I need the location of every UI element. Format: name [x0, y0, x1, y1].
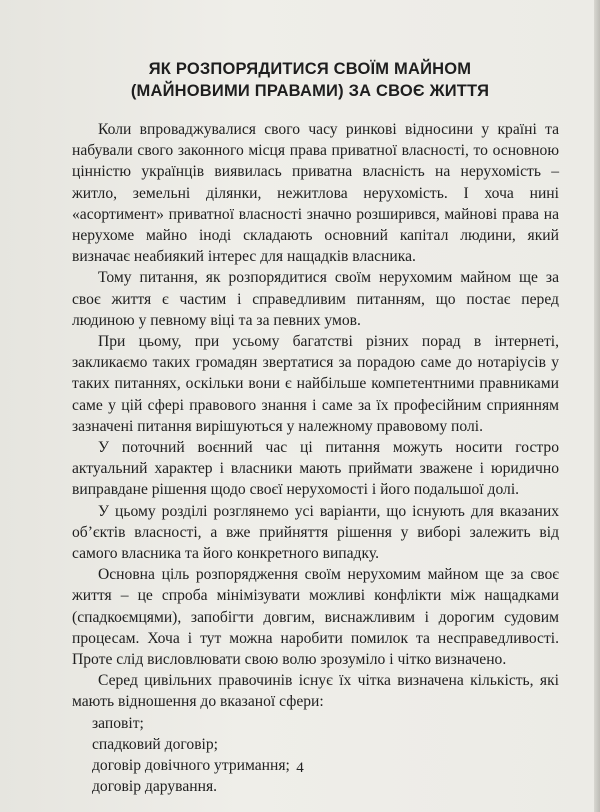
paragraph-4: У поточний воєнний час ці питання можуть носити гостро актуальний характер і власники мають приймати зважене і юридично виправдане рішення щодо своєї нерухомості і його подальшої долі. [72, 439, 559, 499]
paragraph-2: Тому питання, як розпорядитися своїм нерухомим майном ще за своє життя є частим і справедливим питанням, що постає перед людиною у певному віці та за певних умов. [72, 269, 559, 329]
title-line-1: ЯК РОЗПОРЯДИТИСЯ СВОЇМ МАЙНОМ [148, 60, 472, 78]
paragraph-7: Серед цивільних правочинів існує їх чітка визначена кількість, які мають відношення до вказаної сфери: [72, 672, 559, 711]
paragraph-1: Коли впроваджувалися свого часу ринкові відносини у країні та набували свого законного місця права приватної власності, то основною цінністю українців виявилась приватна власність на нерухомість – житло, земельні ділянки, нежитлова нерухомість. І хоча нині «асортимент» приватної власності значно розширився, майнові права на нерухоме майно іноді складають основний капітал людини, який визначає неабиякий інтерес для нащадків власника. [72, 121, 559, 266]
page-edge-shadow [594, 0, 600, 812]
list-item: спадковий договір; [92, 735, 219, 753]
list-item: заповіт; [92, 714, 144, 732]
list-item: договір дарування. [92, 778, 218, 796]
paragraph-6: Основна ціль розпорядження своїм нерухомим майном ще за своє життя – це спроба мінімізувати можливі конфлікти між нащадками (спадкоємцями), запобігти довгим, виснажливим і дорогим судовим процесам. Хоча і тут можна наробити помилок та несправедливості. Проте слід висловлювати свою волю зрозуміло і чітко визначено. [72, 566, 559, 669]
page-number: 4 [296, 760, 304, 776]
paragraph-3: При цьому, при усьому багатстві різних порад в інтернеті, закликаємо таких громадян звертатися за порадою саме до нотаріусів у таких питаннях, оскільки вони є найбільше компетентними правниками саме у цій сфері правового знання і саме за їх професійним сприянням зазначені питання вирішуються у належному правовому полі. [72, 333, 559, 435]
list-item: договір довічного утримання; [92, 757, 290, 775]
title-line-2: (МАЙНОВИМИ ПРАВАМИ) ЗА СВОЄ ЖИТТЯ [130, 82, 490, 100]
paragraph-5: У цьому розділі розглянемо усі варіанти, що існують для вказаних об’єктів власності, а вже прийняття рішення у виборі залежить від самого власника та його конкретного випадку. [72, 502, 559, 563]
document-body [72, 119, 559, 798]
page-title [60, 58, 560, 102]
